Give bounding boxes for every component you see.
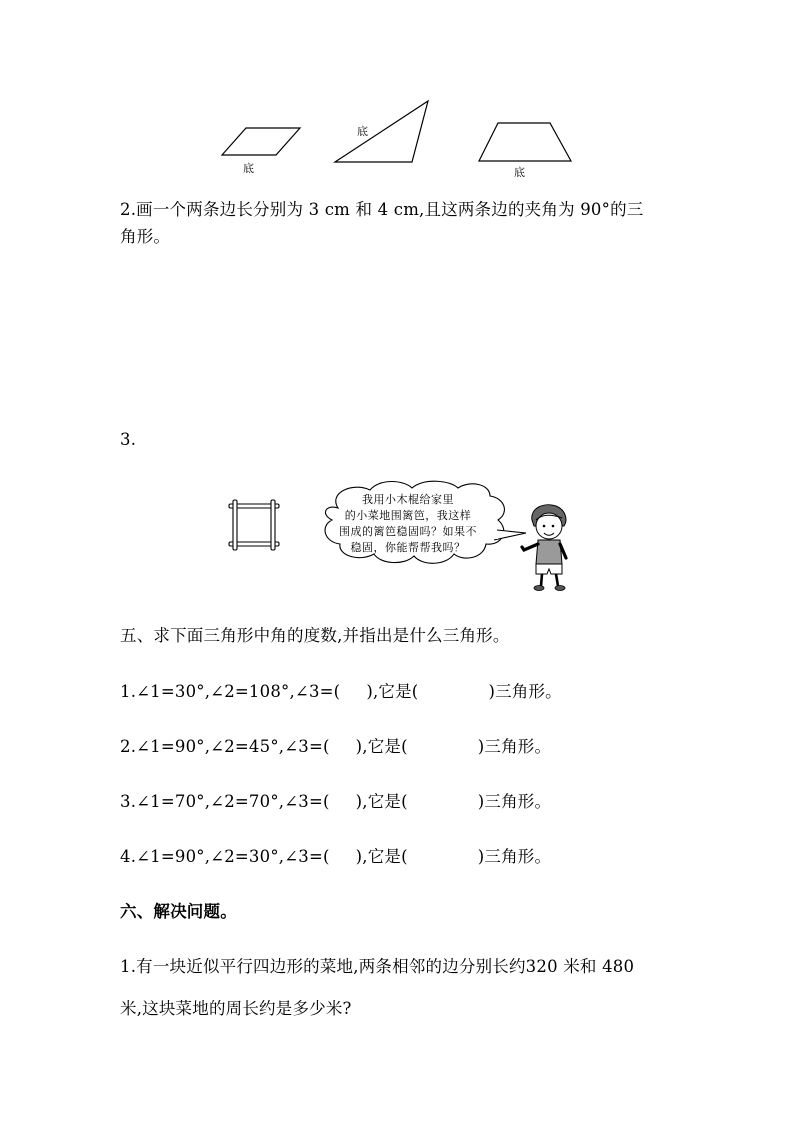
speech-text [326, 492, 490, 556]
section5-item-2 [120, 733, 551, 757]
boy-illustration [518, 502, 576, 594]
item2-mid: ),它是( [355, 737, 408, 756]
speech-line-4: 稳固，你能帮帮我吗？ [350, 541, 466, 554]
item2-post: )三角形。 [477, 737, 552, 756]
section5-item-3 [120, 788, 551, 812]
item4-mid: ),它是( [355, 847, 408, 866]
section5-item-1 [120, 678, 562, 702]
section5-title: 五、求下面三角形中角的度数,并指出是什么三角形。 [120, 626, 510, 645]
section5-item-4 [120, 843, 551, 867]
q4-item2-cont: 角形。 [120, 227, 171, 246]
speech-line-2: 的小菜地围篱笆，我这样 [344, 509, 472, 522]
parallelogram-shape [222, 128, 300, 155]
item4-pre: 4.∠1=90°,∠2=30°,∠3=( [120, 847, 330, 866]
item3-mid: ),它是( [355, 792, 408, 811]
item3-pre: 3.∠1=70°,∠2=70°,∠3=( [120, 792, 330, 811]
triangle-shape [335, 101, 428, 162]
triangle-base-label: 底 [357, 125, 368, 138]
trapezoid-shape [479, 123, 571, 161]
item1-post: )三角形。 [488, 682, 562, 701]
item4-post: )三角形。 [477, 847, 552, 866]
trapezoid-base-label: 底 [514, 166, 525, 179]
section6-title: 六、解决问题。 [120, 902, 237, 921]
section6-q1-line2: 米,这块菜地的周长约是多少米? [120, 999, 352, 1018]
section6-q1-line1: 1.有一块近似平行四边形的菜地,两条相邻的边分别长约320 米和 480 [120, 957, 635, 976]
stick-frame-figure [226, 497, 282, 553]
item2-pre: 2.∠1=90°,∠2=45°,∠3=( [120, 737, 330, 756]
item3-post: )三角形。 [477, 792, 552, 811]
q4-item3: 3. [120, 430, 137, 449]
speech-line-3: 围成的篱笆稳固吗？如果不 [339, 525, 477, 538]
item1-pre: 1.∠1=30°,∠2=108°,∠3=( [120, 682, 341, 701]
speech-line-1: 我用小木棍给家里 [362, 493, 454, 506]
item1-mid: ),它是( [366, 682, 419, 701]
shapes-figure [0, 0, 794, 180]
q4-item2: 2.画一个两条边长分别为 3 cm 和 4 cm,且这两条边的夹角为 90°的三 [120, 200, 644, 219]
parallelogram-base-label: 底 [243, 162, 254, 175]
